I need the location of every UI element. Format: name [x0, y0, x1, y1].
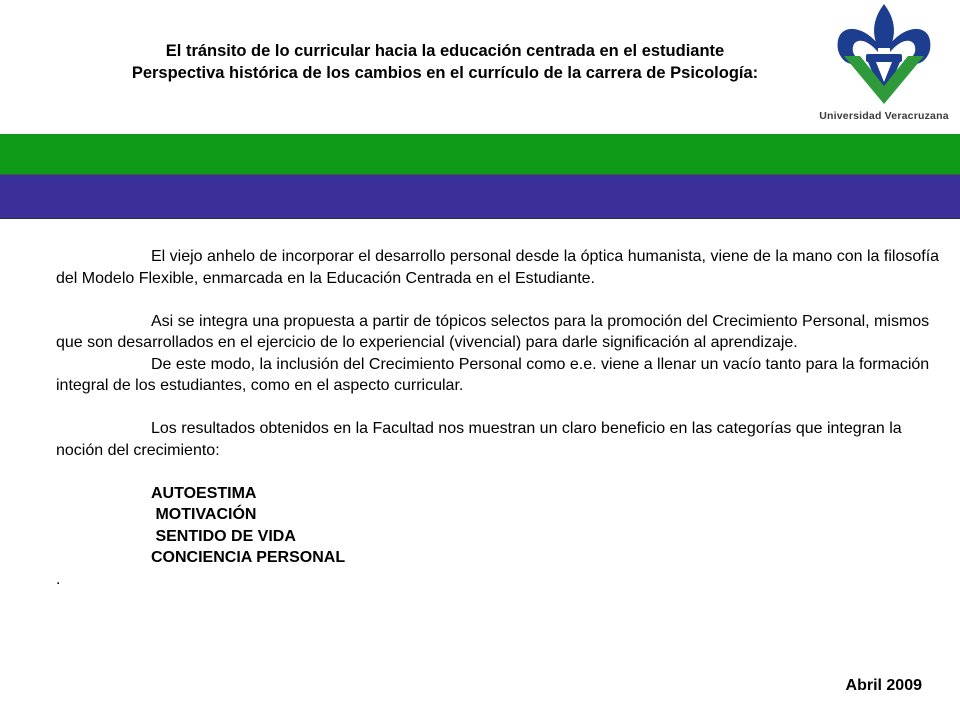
blue-band	[0, 175, 960, 219]
title-line-2: Perspectiva histórica de los cambios en el currículo de la carrera de Psicología:	[131, 64, 759, 82]
trailing-dot: .	[56, 570, 61, 588]
category-item: CONCIENCIA PERSONAL	[151, 549, 346, 566]
footer-date: Abril 2009	[845, 677, 922, 694]
fleur-de-lis-v-icon	[808, 0, 960, 110]
paragraph-1: El viejo anhelo de incorporar el desarrollo personal desde la óptica humanista, viene de la mano con la filosofía del Modelo Flexible, enmarcada en la Educación Centrada en el Estudiante.	[56, 248, 940, 287]
page-title	[60, 40, 830, 84]
category-item: SENTIDO DE VIDA	[151, 527, 296, 545]
paragraph-3: De este modo, la inclusión del Crecimiento Personal como e.e. viene a llenar un vacío tanto para la formación integral de los estudiantes, como en el aspecto curricular.	[56, 355, 930, 394]
body-text	[56, 246, 952, 590]
paragraph-2: Asi se integra una propuesta a partir de tópicos selectos para la promoción del Crecimiento Personal, mismos que son desarrollados en el ejercicio de lo experiencial (vivencial) para darle significación al aprendizaje.	[56, 312, 930, 351]
green-band	[0, 134, 960, 175]
title-line-1: El tránsito de lo curricular hacia la educación centrada en el estudiante	[165, 42, 725, 60]
paragraph-4: Los resultados obtenidos en la Facultad nos muestran un claro beneficio en las categorías que integran la noción del crecimiento:	[56, 420, 902, 459]
logo-text: Universidad Veracruzana	[819, 110, 949, 122]
category-item: AUTOESTIMA	[151, 484, 257, 502]
university-logo	[808, 0, 960, 132]
category-item: MOTIVACIÓN	[151, 506, 257, 523]
